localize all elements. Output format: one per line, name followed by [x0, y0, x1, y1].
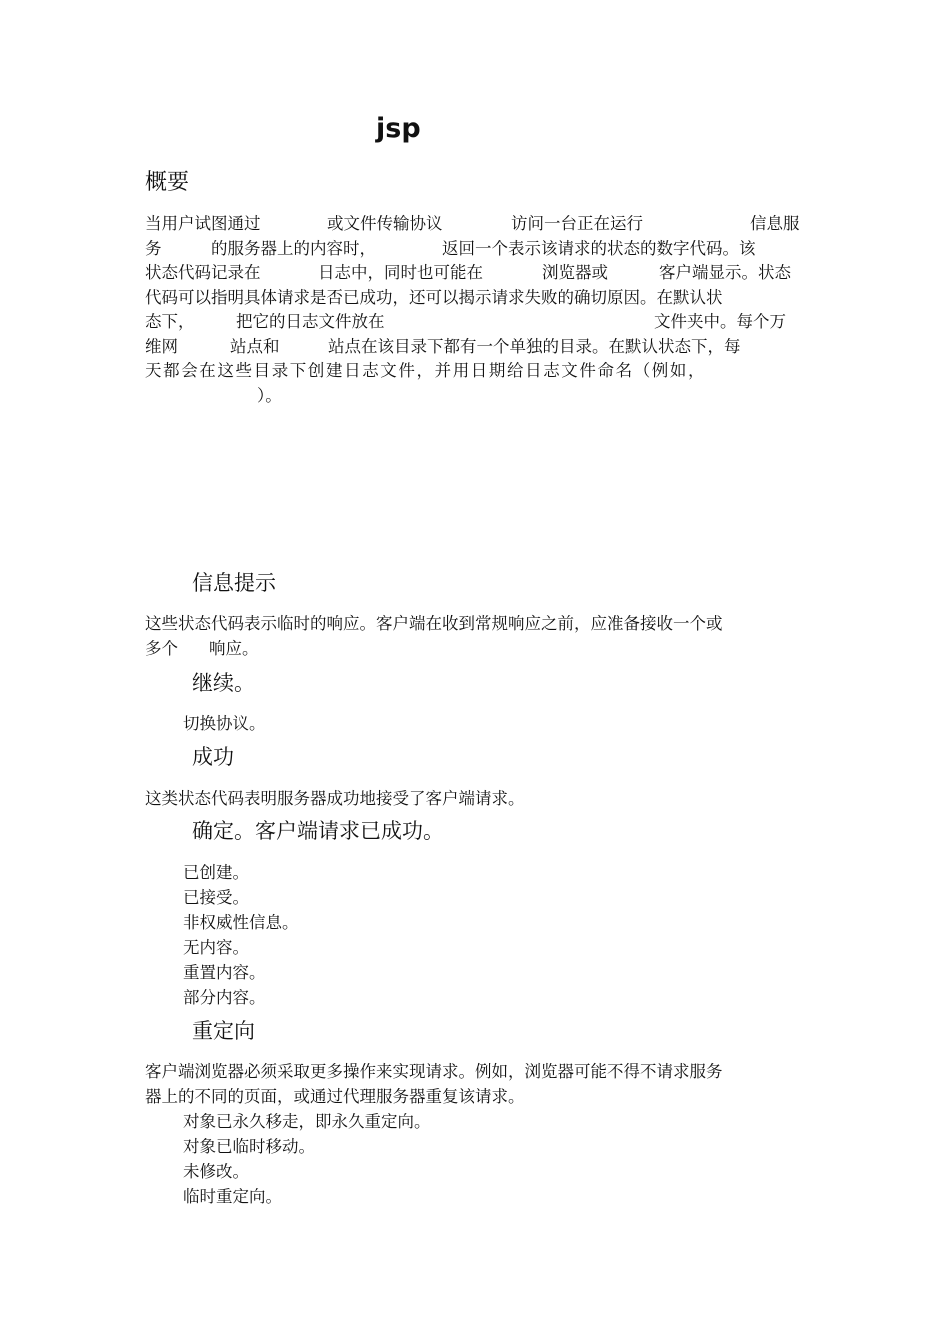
- success-list-item: 已创建。: [183, 863, 249, 882]
- info-line: [145, 637, 807, 662]
- text-segment: 代码可以指明具体请求是否已成功，还可以揭示请求失败的确切原因。在默认状: [145, 287, 723, 307]
- redirect-heading: 重定向: [192, 1019, 255, 1043]
- success-list-item: 无内容。: [183, 938, 249, 957]
- redirect-list-item: 临时重定向。: [183, 1187, 282, 1206]
- redirect-line: [145, 1085, 807, 1110]
- redirect-list-item: 未修改。: [183, 1162, 249, 1181]
- text-segment: 的服务器上的内容时，: [211, 238, 376, 258]
- text-segment: 维网: [145, 336, 178, 356]
- text-segment: 站点在该目录下都有一个单独的目录。在默认状态下，每: [328, 336, 741, 356]
- text-segment: 当用户试图通过: [145, 214, 261, 233]
- info-description: [145, 612, 807, 661]
- text-segment: 响应。: [209, 638, 259, 658]
- text-segment: 信息服: [750, 214, 800, 233]
- overview-line: [145, 335, 807, 360]
- success-heading: 成功: [192, 745, 234, 769]
- overview-line: [145, 286, 807, 311]
- overview-line: [145, 237, 807, 262]
- overview-line: [145, 359, 807, 384]
- text-segment: 多个: [145, 638, 178, 658]
- text-segment: 务: [145, 238, 162, 258]
- overview-line: [145, 261, 807, 286]
- text-segment: 状态代码记录在: [145, 263, 261, 282]
- redirect-line: [145, 1060, 807, 1085]
- overview-paragraph: [145, 212, 807, 408]
- overview-line: [145, 310, 807, 335]
- text-segment: 返回一个表示该请求的状态的数字代码。该: [442, 238, 756, 258]
- redirect-list-item: 对象已永久移走，即永久重定向。: [183, 1112, 431, 1131]
- text-segment: 客户端浏览器必须采取更多操作来实现请求。例如，浏览器可能不得不请求服务: [145, 1062, 723, 1081]
- text-segment: ）。: [257, 385, 282, 405]
- overview-heading: 概要: [145, 170, 190, 195]
- text-segment: 器上的不同的页面，或通过代理服务器重复该请求。: [145, 1086, 525, 1106]
- text-segment: 日志中，同时也可能在: [318, 263, 483, 282]
- text-segment: 天都会在这些目录下创建日志文件，并用日期给日志文件命名（例如，: [145, 361, 707, 380]
- text-segment: 这类状态代码表明服务器成功地接受了客户端请求。: [145, 789, 525, 808]
- text-segment: 浏览器或: [542, 263, 608, 282]
- text-segment: 站点和: [230, 336, 280, 356]
- switching-protocols-text: 切换协议。: [183, 714, 266, 733]
- success-line: [145, 787, 807, 812]
- text-segment: 这些状态代码表示临时的响应。客户端在收到常规响应之前，应准备接收一个或: [145, 614, 723, 633]
- overview-line: [145, 384, 807, 409]
- continue-heading: 继续。: [192, 671, 255, 695]
- redirect-list-item: 对象已临时移动。: [183, 1137, 315, 1156]
- text-segment: 访问一台正在运行: [511, 214, 643, 233]
- redirect-description: [145, 1060, 807, 1109]
- success-list-item: 部分内容。: [183, 988, 266, 1007]
- text-segment: 把它的日志文件放在: [236, 312, 385, 331]
- success-description: [145, 787, 807, 812]
- text-segment: 文件夹中。每个万: [654, 312, 786, 331]
- info-line: [145, 612, 807, 637]
- success-list-item: 非权威性信息。: [183, 913, 299, 932]
- info-heading: 信息提示: [192, 571, 276, 595]
- text-segment: 态下，: [145, 312, 195, 331]
- success-list-item: 重置内容。: [183, 963, 266, 982]
- text-segment: 或文件传输协议: [327, 214, 443, 233]
- overview-line: [145, 212, 807, 237]
- ok-heading: 确定。客户端请求已成功。: [192, 819, 444, 843]
- text-segment: 客户端显示。状态: [659, 263, 791, 282]
- document-title: jsp: [376, 113, 421, 144]
- success-list-item: 已接受。: [183, 888, 249, 907]
